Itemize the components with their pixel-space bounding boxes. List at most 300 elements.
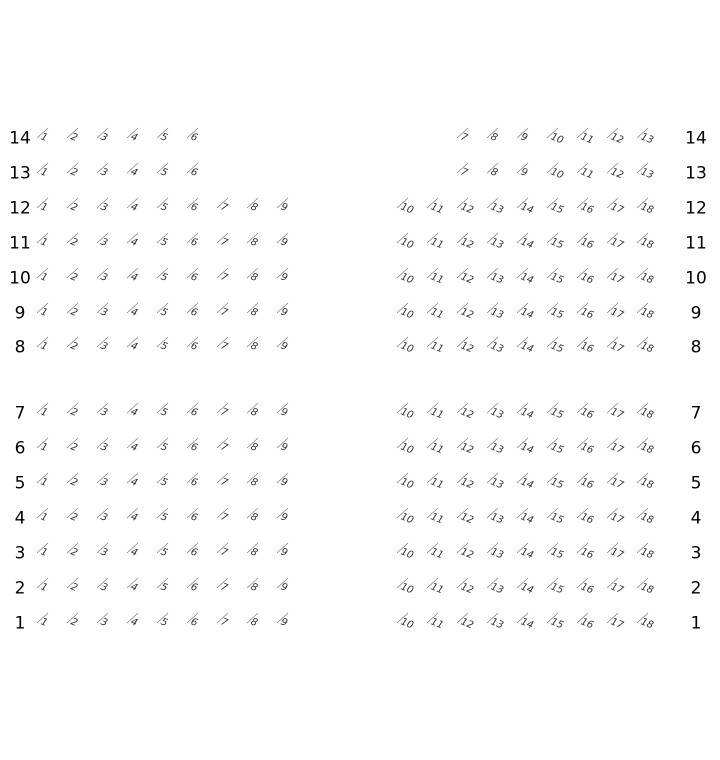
seat[interactable] [66, 576, 90, 598]
seat[interactable] [486, 506, 510, 528]
seat[interactable] [546, 541, 570, 563]
seat[interactable] [216, 611, 240, 633]
seat[interactable] [36, 471, 60, 493]
seat[interactable] [246, 436, 270, 458]
seat[interactable] [36, 576, 60, 598]
seat[interactable] [186, 471, 210, 493]
seat[interactable] [126, 161, 150, 183]
seat[interactable] [426, 541, 450, 563]
seat-number: 8 [248, 406, 259, 419]
seat[interactable] [276, 301, 300, 323]
seat-slash-mark [636, 301, 660, 323]
seat[interactable] [606, 436, 630, 458]
seat[interactable] [186, 576, 210, 598]
seat[interactable] [246, 471, 270, 493]
seat-slash-mark [516, 436, 540, 458]
seat[interactable] [546, 231, 570, 253]
seat[interactable] [546, 611, 570, 633]
seat[interactable] [126, 471, 150, 493]
seat[interactable] [546, 335, 570, 357]
seat[interactable] [636, 301, 660, 323]
seat[interactable] [96, 576, 120, 598]
seat-slash-mark [186, 126, 210, 148]
seat[interactable] [546, 576, 570, 598]
seat[interactable] [546, 401, 570, 423]
seat[interactable] [396, 196, 420, 218]
seat-slash-mark [516, 335, 540, 357]
seat[interactable] [126, 541, 150, 563]
seat[interactable] [396, 506, 420, 528]
seat-number: 15 [548, 406, 565, 422]
seat-number: 11 [428, 546, 445, 562]
seat[interactable] [276, 471, 300, 493]
seat[interactable] [576, 611, 600, 633]
seat[interactable] [126, 401, 150, 423]
seat-number: 2 [68, 581, 79, 594]
seat[interactable] [96, 231, 120, 253]
seat[interactable] [246, 611, 270, 633]
seat[interactable] [456, 506, 480, 528]
seat[interactable] [606, 301, 630, 323]
seat[interactable] [396, 266, 420, 288]
seat[interactable] [456, 266, 480, 288]
seat[interactable] [606, 541, 630, 563]
seat[interactable] [606, 161, 630, 183]
seat-number: 7 [458, 166, 469, 179]
seat-number: 18 [638, 406, 655, 422]
seat[interactable] [516, 161, 540, 183]
seat[interactable] [576, 196, 600, 218]
row-label-right: 14 [685, 128, 707, 149]
seat[interactable] [186, 506, 210, 528]
seat[interactable] [546, 506, 570, 528]
seat[interactable] [426, 231, 450, 253]
seat-number: 7 [218, 546, 229, 559]
seat[interactable] [426, 301, 450, 323]
seat[interactable] [246, 266, 270, 288]
seat[interactable] [576, 301, 600, 323]
seat[interactable] [276, 611, 300, 633]
seat[interactable] [66, 401, 90, 423]
seat-number: 11 [428, 511, 445, 527]
seat-slash-mark [66, 401, 90, 423]
seat[interactable] [456, 401, 480, 423]
seat-slash-mark [66, 126, 90, 148]
seat[interactable] [516, 471, 540, 493]
seat[interactable] [216, 436, 240, 458]
seat-slash-mark [66, 301, 90, 323]
seat[interactable] [486, 471, 510, 493]
seat[interactable] [486, 541, 510, 563]
seat[interactable] [216, 471, 240, 493]
seat[interactable] [156, 541, 180, 563]
seat[interactable] [96, 401, 120, 423]
seat[interactable] [126, 126, 150, 148]
seat[interactable] [96, 611, 120, 633]
seat[interactable] [126, 576, 150, 598]
seat[interactable] [426, 401, 450, 423]
seat[interactable] [246, 231, 270, 253]
seat[interactable] [606, 335, 630, 357]
seat[interactable] [636, 471, 660, 493]
seat[interactable] [66, 161, 90, 183]
seat[interactable] [396, 335, 420, 357]
seat[interactable] [516, 401, 540, 423]
seat[interactable] [216, 506, 240, 528]
seat[interactable] [576, 231, 600, 253]
seat[interactable] [66, 266, 90, 288]
seat[interactable] [36, 541, 60, 563]
seat[interactable] [486, 335, 510, 357]
seat-slash-mark [546, 506, 570, 528]
seat-slash-mark [126, 266, 150, 288]
seat[interactable] [636, 335, 660, 357]
seat[interactable] [576, 541, 600, 563]
seat[interactable] [36, 611, 60, 633]
seat[interactable] [546, 161, 570, 183]
seat[interactable] [636, 161, 660, 183]
seat[interactable] [276, 541, 300, 563]
seat-number: 5 [158, 340, 169, 353]
seat[interactable] [396, 301, 420, 323]
seat[interactable] [96, 471, 120, 493]
seat[interactable] [276, 506, 300, 528]
seat[interactable] [36, 196, 60, 218]
seat[interactable] [156, 266, 180, 288]
seat[interactable] [456, 611, 480, 633]
seat[interactable] [516, 126, 540, 148]
seat-slash-mark [546, 401, 570, 423]
seat[interactable] [156, 506, 180, 528]
seat[interactable] [66, 436, 90, 458]
seat[interactable] [546, 196, 570, 218]
seat[interactable] [426, 436, 450, 458]
seat[interactable] [66, 335, 90, 357]
seat-number: 18 [638, 340, 655, 356]
seat-number: 2 [68, 476, 79, 489]
seat[interactable] [246, 541, 270, 563]
seat[interactable] [186, 541, 210, 563]
seat[interactable] [66, 126, 90, 148]
seat[interactable] [426, 266, 450, 288]
seat[interactable] [156, 196, 180, 218]
seat-slash-mark [516, 506, 540, 528]
seat[interactable] [486, 301, 510, 323]
seat[interactable] [576, 401, 600, 423]
seat[interactable] [516, 506, 540, 528]
seat[interactable] [66, 196, 90, 218]
seat[interactable] [426, 471, 450, 493]
seat[interactable] [246, 335, 270, 357]
seat[interactable] [246, 401, 270, 423]
seat[interactable] [276, 436, 300, 458]
seat-slash-mark [636, 335, 660, 357]
seat[interactable] [96, 436, 120, 458]
seat[interactable] [156, 301, 180, 323]
seat[interactable] [426, 335, 450, 357]
seat[interactable] [456, 541, 480, 563]
seat[interactable] [186, 611, 210, 633]
seat[interactable] [636, 266, 660, 288]
seat-number: 15 [548, 271, 565, 287]
seat[interactable] [186, 266, 210, 288]
seat[interactable] [636, 401, 660, 423]
seat[interactable] [486, 266, 510, 288]
seat-slash-mark [486, 126, 510, 148]
seat[interactable] [36, 401, 60, 423]
seat-slash-mark [546, 576, 570, 598]
seat[interactable] [456, 335, 480, 357]
seat-slash-mark [246, 611, 270, 633]
seat[interactable] [186, 126, 210, 148]
seat[interactable] [516, 576, 540, 598]
seat[interactable] [96, 126, 120, 148]
seat[interactable] [396, 436, 420, 458]
seat[interactable] [66, 231, 90, 253]
seat[interactable] [426, 576, 450, 598]
seat-slash-mark [66, 471, 90, 493]
seat[interactable] [636, 126, 660, 148]
seat[interactable] [516, 541, 540, 563]
seat[interactable] [426, 611, 450, 633]
seat[interactable] [276, 335, 300, 357]
seat[interactable] [156, 161, 180, 183]
seat[interactable] [216, 576, 240, 598]
seat[interactable] [606, 196, 630, 218]
seat[interactable] [606, 576, 630, 598]
seat-slash-mark [276, 471, 300, 493]
seat-slash-mark [186, 301, 210, 323]
seat[interactable] [546, 266, 570, 288]
seat-number: 16 [578, 271, 595, 287]
seat[interactable] [96, 266, 120, 288]
seat[interactable] [636, 506, 660, 528]
seat[interactable] [606, 266, 630, 288]
seat[interactable] [516, 196, 540, 218]
seat[interactable] [576, 471, 600, 493]
seat[interactable] [276, 196, 300, 218]
seat[interactable] [636, 196, 660, 218]
seat[interactable] [96, 541, 120, 563]
seat[interactable] [576, 335, 600, 357]
seat[interactable] [576, 126, 600, 148]
seat[interactable] [216, 335, 240, 357]
seat-slash-mark [246, 506, 270, 528]
seat[interactable] [546, 126, 570, 148]
seat-number: 10 [398, 406, 415, 422]
seat[interactable] [516, 436, 540, 458]
seat[interactable] [606, 471, 630, 493]
seat-number: 18 [638, 441, 655, 457]
seat[interactable] [516, 335, 540, 357]
seat[interactable] [606, 401, 630, 423]
seat[interactable] [216, 401, 240, 423]
seat[interactable] [186, 301, 210, 323]
seat[interactable] [276, 231, 300, 253]
seat[interactable] [546, 471, 570, 493]
seat-number: 12 [608, 166, 625, 182]
seat-number: 18 [638, 236, 655, 252]
seat[interactable] [246, 506, 270, 528]
seat[interactable] [126, 231, 150, 253]
seat[interactable] [246, 196, 270, 218]
seat[interactable] [156, 611, 180, 633]
seat[interactable] [276, 401, 300, 423]
seat[interactable] [426, 196, 450, 218]
seat[interactable] [66, 471, 90, 493]
seat[interactable] [126, 266, 150, 288]
seat[interactable] [486, 611, 510, 633]
seat[interactable] [456, 471, 480, 493]
seat[interactable] [576, 266, 600, 288]
seat[interactable] [36, 506, 60, 528]
seat[interactable] [96, 161, 120, 183]
seat[interactable] [576, 436, 600, 458]
seat[interactable] [636, 541, 660, 563]
seat[interactable] [276, 576, 300, 598]
seat[interactable] [156, 335, 180, 357]
seat[interactable] [396, 541, 420, 563]
seat[interactable] [186, 161, 210, 183]
seat[interactable] [36, 266, 60, 288]
seat-number: 11 [428, 306, 445, 322]
seat[interactable] [456, 576, 480, 598]
seat[interactable] [216, 541, 240, 563]
seat[interactable] [636, 436, 660, 458]
seat[interactable] [186, 436, 210, 458]
seat-number: 18 [638, 581, 655, 597]
seat[interactable] [216, 196, 240, 218]
seat[interactable] [216, 301, 240, 323]
seat[interactable] [426, 506, 450, 528]
seat[interactable] [246, 576, 270, 598]
seat[interactable] [276, 266, 300, 288]
seat[interactable] [156, 471, 180, 493]
seat-slash-mark [276, 576, 300, 598]
seat-slash-mark [156, 231, 180, 253]
seat[interactable] [456, 196, 480, 218]
seat[interactable] [456, 436, 480, 458]
seat[interactable] [516, 231, 540, 253]
seat[interactable] [156, 576, 180, 598]
seat[interactable] [546, 301, 570, 323]
seat[interactable] [486, 161, 510, 183]
seat[interactable] [36, 126, 60, 148]
seat[interactable] [636, 576, 660, 598]
seat-number: 5 [158, 581, 169, 594]
seat[interactable] [546, 436, 570, 458]
seat[interactable] [126, 436, 150, 458]
seat[interactable] [126, 196, 150, 218]
seat[interactable] [606, 231, 630, 253]
seat[interactable] [606, 611, 630, 633]
seat-number: 1 [38, 476, 49, 489]
seat[interactable] [456, 301, 480, 323]
seat[interactable] [576, 576, 600, 598]
seat-number: 6 [188, 236, 199, 249]
seat[interactable] [456, 161, 480, 183]
seat[interactable] [126, 506, 150, 528]
seat[interactable] [486, 126, 510, 148]
seat-number: 3 [98, 441, 109, 454]
seat[interactable] [36, 231, 60, 253]
seat[interactable] [456, 126, 480, 148]
seat[interactable] [486, 436, 510, 458]
seat[interactable] [156, 436, 180, 458]
seat-slash-mark [66, 196, 90, 218]
seat-number: 12 [458, 340, 475, 356]
seat[interactable] [606, 126, 630, 148]
seat[interactable] [156, 231, 180, 253]
seat[interactable] [36, 161, 60, 183]
seat[interactable] [96, 301, 120, 323]
row-label-right: 1 [690, 613, 702, 634]
seat[interactable] [186, 231, 210, 253]
seat[interactable] [96, 196, 120, 218]
seat[interactable] [156, 126, 180, 148]
seat[interactable] [396, 471, 420, 493]
seat-slash-mark [576, 126, 600, 148]
seat[interactable] [66, 506, 90, 528]
seat-slash-mark [486, 471, 510, 493]
seat[interactable] [186, 401, 210, 423]
seat[interactable] [576, 506, 600, 528]
seat-number: 8 [248, 271, 259, 284]
seat[interactable] [396, 611, 420, 633]
seat[interactable] [96, 506, 120, 528]
seat[interactable] [456, 231, 480, 253]
seat-slash-mark [246, 301, 270, 323]
seat[interactable] [516, 611, 540, 633]
seat[interactable] [516, 301, 540, 323]
seat[interactable] [576, 161, 600, 183]
seat[interactable] [36, 335, 60, 357]
seat[interactable] [216, 266, 240, 288]
seat[interactable] [396, 231, 420, 253]
seat-number: 1 [38, 306, 49, 319]
seat[interactable] [186, 335, 210, 357]
seat[interactable] [66, 301, 90, 323]
seat[interactable] [486, 196, 510, 218]
seat[interactable] [396, 401, 420, 423]
seat[interactable] [186, 196, 210, 218]
seat-number: 10 [398, 236, 415, 252]
seat[interactable] [486, 576, 510, 598]
seat[interactable] [246, 301, 270, 323]
seat[interactable] [516, 266, 540, 288]
seat[interactable] [66, 541, 90, 563]
seat[interactable] [96, 335, 120, 357]
seat[interactable] [486, 231, 510, 253]
seat[interactable] [126, 335, 150, 357]
seat[interactable] [636, 231, 660, 253]
seat[interactable] [126, 611, 150, 633]
seat[interactable] [216, 231, 240, 253]
seat[interactable] [486, 401, 510, 423]
seat[interactable] [126, 301, 150, 323]
seat[interactable] [636, 611, 660, 633]
seat[interactable] [66, 611, 90, 633]
seat-slash-mark [516, 126, 540, 148]
seat[interactable] [36, 436, 60, 458]
seat-slash-mark [36, 231, 60, 253]
seat[interactable] [606, 506, 630, 528]
seat[interactable] [396, 576, 420, 598]
seat[interactable] [36, 301, 60, 323]
seat-slash-mark [396, 196, 420, 218]
seat-slash-mark [66, 576, 90, 598]
seat[interactable] [156, 401, 180, 423]
